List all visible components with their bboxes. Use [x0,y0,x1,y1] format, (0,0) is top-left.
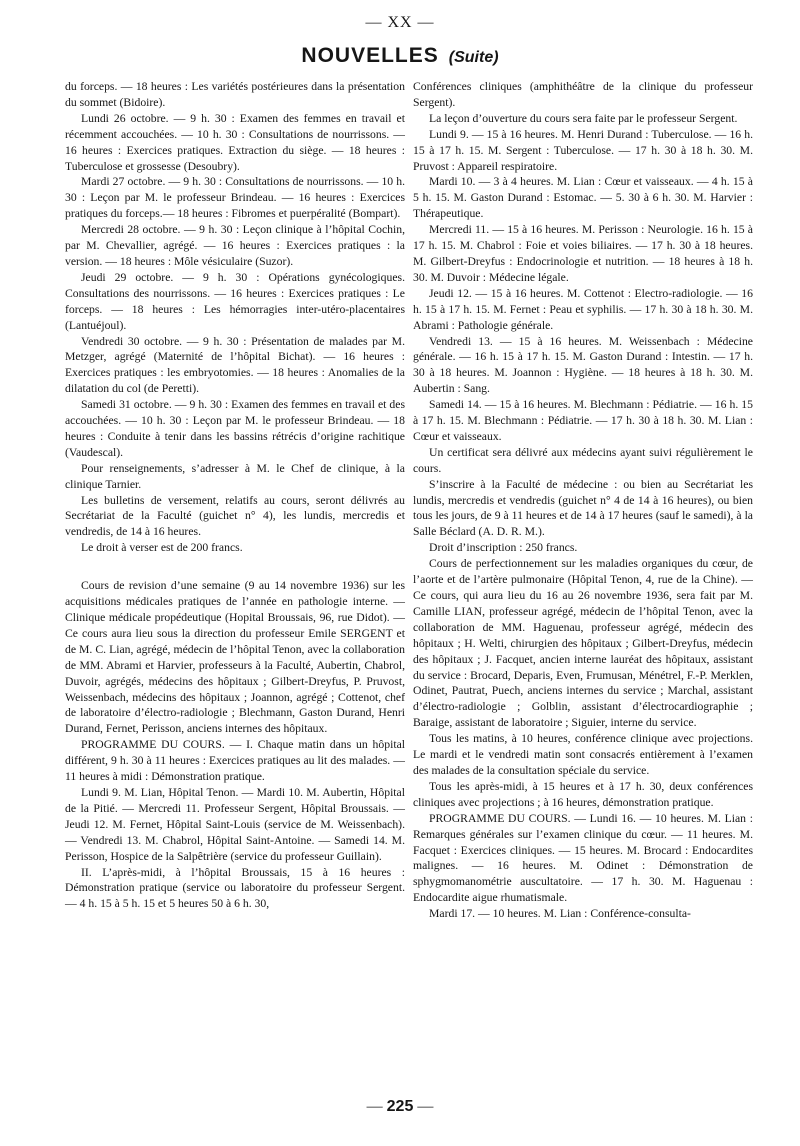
course-announcement: Cours de perfectionnement sur les maladies organiques du cœur, de l’aorte et de l’artère pulmonaire (Hôpital Tenon, 4, rue de la Chine). — Ce cours, qui aura lieu du 16 au 26 novembre 1936, sera fait par M. Camille LIAN, professeur agrégé, médecin de l’hôpital Tenon, avec la collaboration de MM. Haguenau, professeur agrégé, médecin des hôpitaux ; H. Welti, chirurgien des hôpitaux ; Gilbert-Dreyfus, médecin des hôpitaux ; J. Facquet, ancien interne lauréat des hôpitaux, assistant du service : Brocard, Deparis, Even, Frumusan, Ménétrel, F.-P. Merklen, Odinet, Pautrat, Puech, anciens internes du service ; Marchal, assistant d’électro-radiologie ; Golblin, assistant d’électrocardiographie ; Baraige, assistant de laboratoire ; Siguier, interne du service. [413,557,753,730]
paragraph: S’inscrire à la Faculté de médecine : ou bien au Secrétariat les lundis, mercredis et vendredis (guichet n° 4 de 14 à 16 heures), ou bien tous les jours, de 9 à 11 heures et de 14 à 17 heures (sauf le samedi), à la Salle Béclard (A. D. R. M.). [413,477,753,539]
paragraph: Droit d’inscription : 250 francs. [429,541,578,555]
course-announcement: Cours de revision d’une semaine (9 au 14 novembre 1936) sur les acquisitions médicales pratiques de l’année en pathologie interne. — Clinique médicale propédeutique (Hopital Broussais, 96, rue Didot). — Ce cours aura lieu sous la direction du professeur Emile SERGENT et de M. C. Lian, agrégé, médecin de l’hôpital Tenon, avec la collaboration de MM. Abrami et Harvier, professeurs à la Faculté, Aubertin, Chabrol, Duvoir, agrégés, médecins des hôpitaux ; Gilbert-Dreyfus, P. Pruvost, Weissenbach, médecins des hôpitaux ; Joannon, agrégé ; Cottenot, chef de laboratoire d’électro-radiologie ; Blechmann, Gaston Durand, Henri Durand, Fernet, Perisson, anciens internes des hôpitaux. [65,579,405,736]
section-header [0,44,800,68]
paragraph: Vendredi 13. — 15 à 16 heures. M. Weissenbach : Médecine générale. — 16 h. 15 à 17 h. 15. M. Gaston Durand : Intestin. — 17 h. 30 à 18 heures. M. Joannon : Hygiène. — 18 heures à 18 h. 30. M. Aubertin : Sang. [413,334,753,396]
paragraph: Jeudi 12. — 15 à 16 heures. M. Cottenot : Electro-radiologie. — 16 h. 15 à 17 h. 15. M. Fernet : Peau et syphilis. — 17 h. 30 à 18 h. 30. M. Abrami : Pathologie générale. [413,286,753,332]
page-folio [0,1098,800,1116]
right-column [413,79,753,922]
paragraph: Mercredi 28 octobre. — 9 h. 30 : Leçon clinique à l’hôpital Cochin, par M. Chevallier, agrégé. — 16 heures : Exercices pratiques : la version. — 18 heures : Môle vésiculaire (Suzor). [65,223,405,268]
paragraph: Jeudi 29 octobre. — 9 h. 30 : Opérations gynécologiques. Consultations des nourrissons. — 16 heures : Exercices pratiques : Le forceps. — 18 heures : Les hémorragies inter-utéro-placentaires (Lantuéjoul). [65,270,405,332]
left-column [65,79,405,912]
paragraph: PROGRAMME DU COURS. — I. Chaque matin dans un hôpital différent, 9 h. 30 à 11 heures : Exercices pratiques au lit des malades. — 11 heures à midi : Démonstration pratique. [65,738,405,784]
paragraph: Mercredi 11. — 15 à 16 heures. M. Perisson : Neurologie. 16 h. 15 à 17 h. 15. M. Chabrol : Foie et voies biliaires. — 17 h. 30 à 18 heures. M. Gilbert-Dreyfus : Endocrinologie et nutrition. — 18 heures à 18 h. 30. M. Duvoir : Médecine légale. [413,223,753,284]
paragraph: Les bulletins de versement, relatifs au cours, seront délivrés au Secrétariat de la Faculté (guichet n° 4), les lundis, mercredis et vendredis, de 14 à 16 heures. [65,493,405,539]
paragraph: Un certificat sera délivré aux médecins ayant suivi régulièrement le cours. [413,445,753,475]
paragraph: Mardi 17. — 10 heures. M. Lian : Conférence-consulta- [429,907,691,921]
paragraph: Tous les après-midi, à 15 heures et à 17 h. 30, deux conférences cliniques avec projections ; à 16 heures, démonstration pratique. [413,779,753,809]
paragraph: Samedi 14. — 15 à 16 heures. M. Blechmann : Pédiatrie. — 16 h. 15 à 17 h. 15. M. Blechmann : Pédiatrie. — 17 h. 30 à 18 h. 30. M. Lian : Cœur et vaisseaux. [413,398,753,443]
folio-number: 225 [386,1098,414,1115]
paragraph: Lundi 26 octobre. — 9 h. 30 : Examen des femmes en travail et récemment accouchées. — 10 h. 30 : Consultations de nourrissons. — 16 heures : Exercices pratiques. Extraction du siège. — 18 heures : Tuberculose et grossesse (Desoubry). [65,111,405,173]
paragraph: Le droit à verser est de 200 francs. [81,541,243,555]
folio-dash-left: — [366,1098,383,1115]
folio-dash-right: — [417,1098,434,1115]
paragraph: Vendredi 30 octobre. — 9 h. 30 : Présentation de malades par M. Metzger, agrégé (Maternité de l’hôpital Bichat). — 16 heures : Exercices pratiques : les embryotomies. — 18 heures : Anomalies de la dilatation du col (de Peretti). [65,334,405,396]
paragraph: Mardi 10. — 3 à 4 heures. M. Lian : Cœur et vaisseaux. — 4 h. 15 à 5 h. 15. M. Gaston Durand : Estomac. — 5. 30 à 6 h. 30. M. Harvier : Thérapeutique. [413,175,753,221]
paragraph: II. L’après-midi, à l’hôpital Broussais, 15 à 16 heures : Démonstration pratique (service ou laboratoire du professeur Sergent. — 4 h. 15 à 5 h. 15 et 5 heures 50 à 6 h. 30, [65,865,405,911]
paragraph: PROGRAMME DU COURS. — Lundi 16. — 10 heures. M. Lian : Remarques générales sur l’examen clinique du cœur. — 11 heures. M. Facquet : Exercices cliniques. — 15 heures. M. Brocard : Endocardites malignes. — 16 heures. M. Odinet : Démonstration de sphygmomanométrie auscultatoire. — 17 h. 30. M. Haguenau : Endocardite aigue rhumatismale. [413,811,753,905]
paragraph: Samedi 31 octobre. — 9 h. 30 : Examen des femmes en travail et des accouchées. — 10 h. 30 : Leçon par M. le professeur Brindeau. — 18 heures : Conduite à tenir dans les bassins rétrécis d’origine rachitique (Vaudescal). [65,398,405,459]
paragraph: Lundi 9. — 15 à 16 heures. M. Henri Durand : Tuberculose. — 16 h. 15 à 17 h. 15. M. Sergent : Tuberculose. — 17 h. 30 à 18 h. 30. M. Pruvost : Appareil respiratoire. [413,127,753,173]
paragraph: La leçon d’ouverture du cours sera faite par le professeur Sergent. [429,111,738,125]
section-title-suffix: (Suite) [448,49,499,66]
paragraph: Conférences cliniques (amphithéâtre de la clinique du professeur Sergent). [413,80,753,109]
paragraph: Tous les matins, à 10 heures, conférence clinique avec projections. Le mardi et le vendredi matin sont consacrés entièrement à l’examen des malades de la consultation spéciale du service. [413,732,753,777]
paragraph: Pour renseignements, s’adresser à M. le Chef de clinique, à la clinique Tarnier. [65,461,405,491]
roman-page-numeral: — XX — [365,14,435,31]
paragraph: Mardi 27 octobre. — 9 h. 30 : Consultations de nourrissons. — 10 h. 30 : Leçon par M. le professeur Brindeau. — 16 heures : Exercices pratiques du forceps.— 18 heures : Fibromes et puerpéralité (Bompart). [65,175,405,221]
section-title: NOUVELLES [301,44,439,67]
paragraph: Lundi 9. M. Lian, Hôpital Tenon. — Mardi 10. M. Aubertin, Hôpital de la Pitié. — Mercredi 11. Professeur Sergent, Hôpital Broussais. — Jeudi 12. M. Fernet, Hôpital Saint-Louis (service de M. Weissenbach). — Vendredi 13. M. Chabrol, Hôpital Saint-Antoine. — Samedi 14. M. Perisson, Hospice de la Salpêtrière (service du professeur Guillain). [65,785,405,863]
paragraph: du forceps. — 18 heures : Les variétés postérieures dans la présentation du sommet (Bidoire). [65,80,405,109]
